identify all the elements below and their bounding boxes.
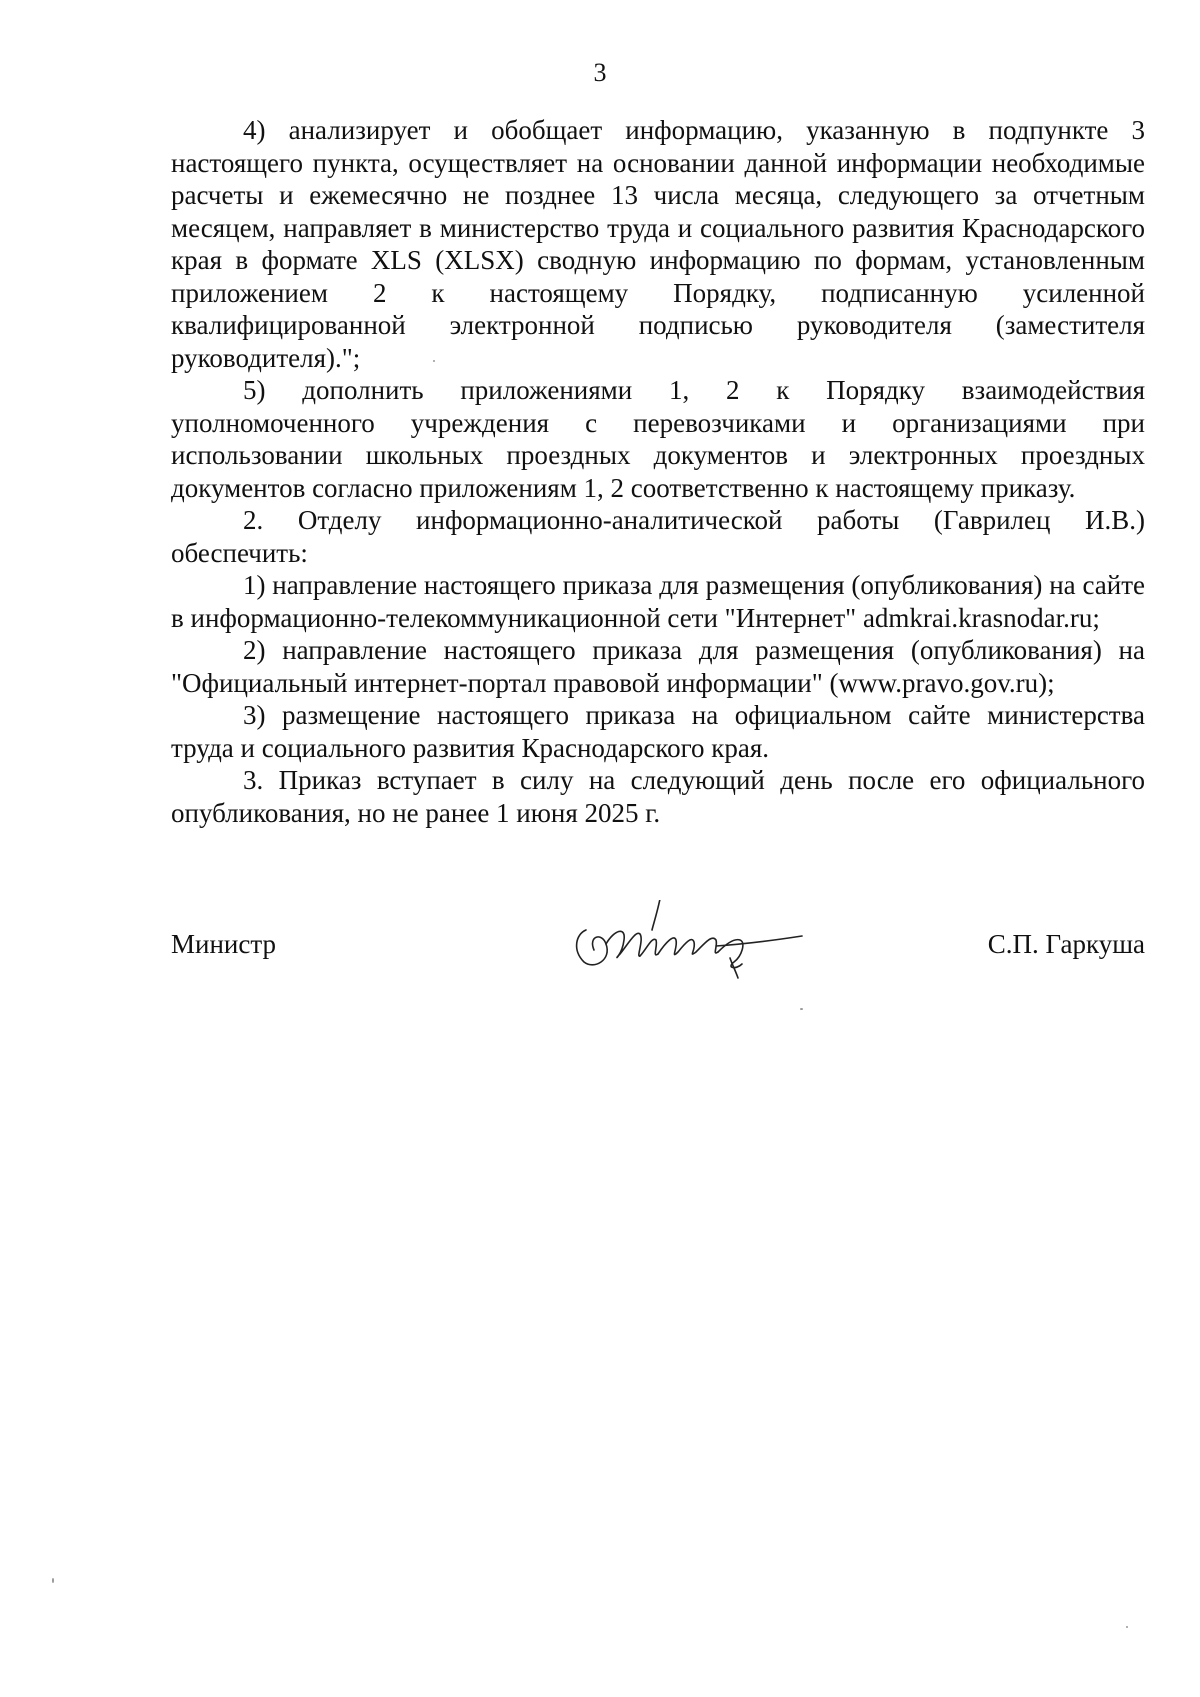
- document-body: [171, 114, 1145, 829]
- paragraph-item-4: 4) анализирует и обобщает информацию, указанную в подпункте 3 настоящего пункта, осуществляет на основании данной информации необходимые расчеты и ежемесячно не позднее 13 числа месяца, следующего за отчетным месяцем, направляет в министерство труда и социального развития Краснодарского края в формате XLS (XLSX) сводную информацию по формам, установленным приложением 2 к настоящему Порядку, подписанную усиленной квалифицированной электронной подписью руководителя (заместителя руководителя).";: [171, 115, 1145, 373]
- scan-speck: [52, 1578, 54, 1583]
- paragraph-item-5: 5) дополнить приложениями 1, 2 к Порядку взаимодействия уполномоченного учреждения с перевозчиками и организациями при использовании школьных проездных документов и электронных проездных документов согласно приложениям 1, 2 соответственно к настоящему приказу.: [171, 375, 1145, 503]
- page-number: 3: [593, 58, 607, 87]
- handwritten-signature: [566, 900, 806, 980]
- paragraph-section-3: 3. Приказ вступает в силу на следующий день после его официального опубликования, но не ранее 1 июня 2025 г.: [171, 765, 1145, 828]
- scan-speck: [800, 1008, 803, 1010]
- scan-speck: [433, 360, 435, 362]
- signature-block: [171, 900, 1145, 990]
- paragraph-section-2: 2. Отделу информационно-аналитической работы (Гаврилец И.В.) обеспечить:: [171, 505, 1145, 568]
- signer-name: С.П. Гаркуша: [987, 929, 1145, 959]
- signer-title: Министр: [171, 929, 276, 959]
- paragraph-section-2-item-2: 2) направление настоящего приказа для размещения (опубликования) на "Официальный интернет-портал правовой информации" (www.pravo.gov.ru);: [171, 635, 1145, 698]
- paragraph-section-2-item-3: 3) размещение настоящего приказа на официальном сайте министерства труда и социального развития Краснодарского края.: [171, 700, 1145, 763]
- scan-speck: [1126, 1626, 1128, 1628]
- paragraph-section-2-item-1: 1) направление настоящего приказа для размещения (опубликования) на сайте в информационно-телекоммуникационной сети "Интернет" admkrai.krasnodar.ru;: [171, 570, 1145, 633]
